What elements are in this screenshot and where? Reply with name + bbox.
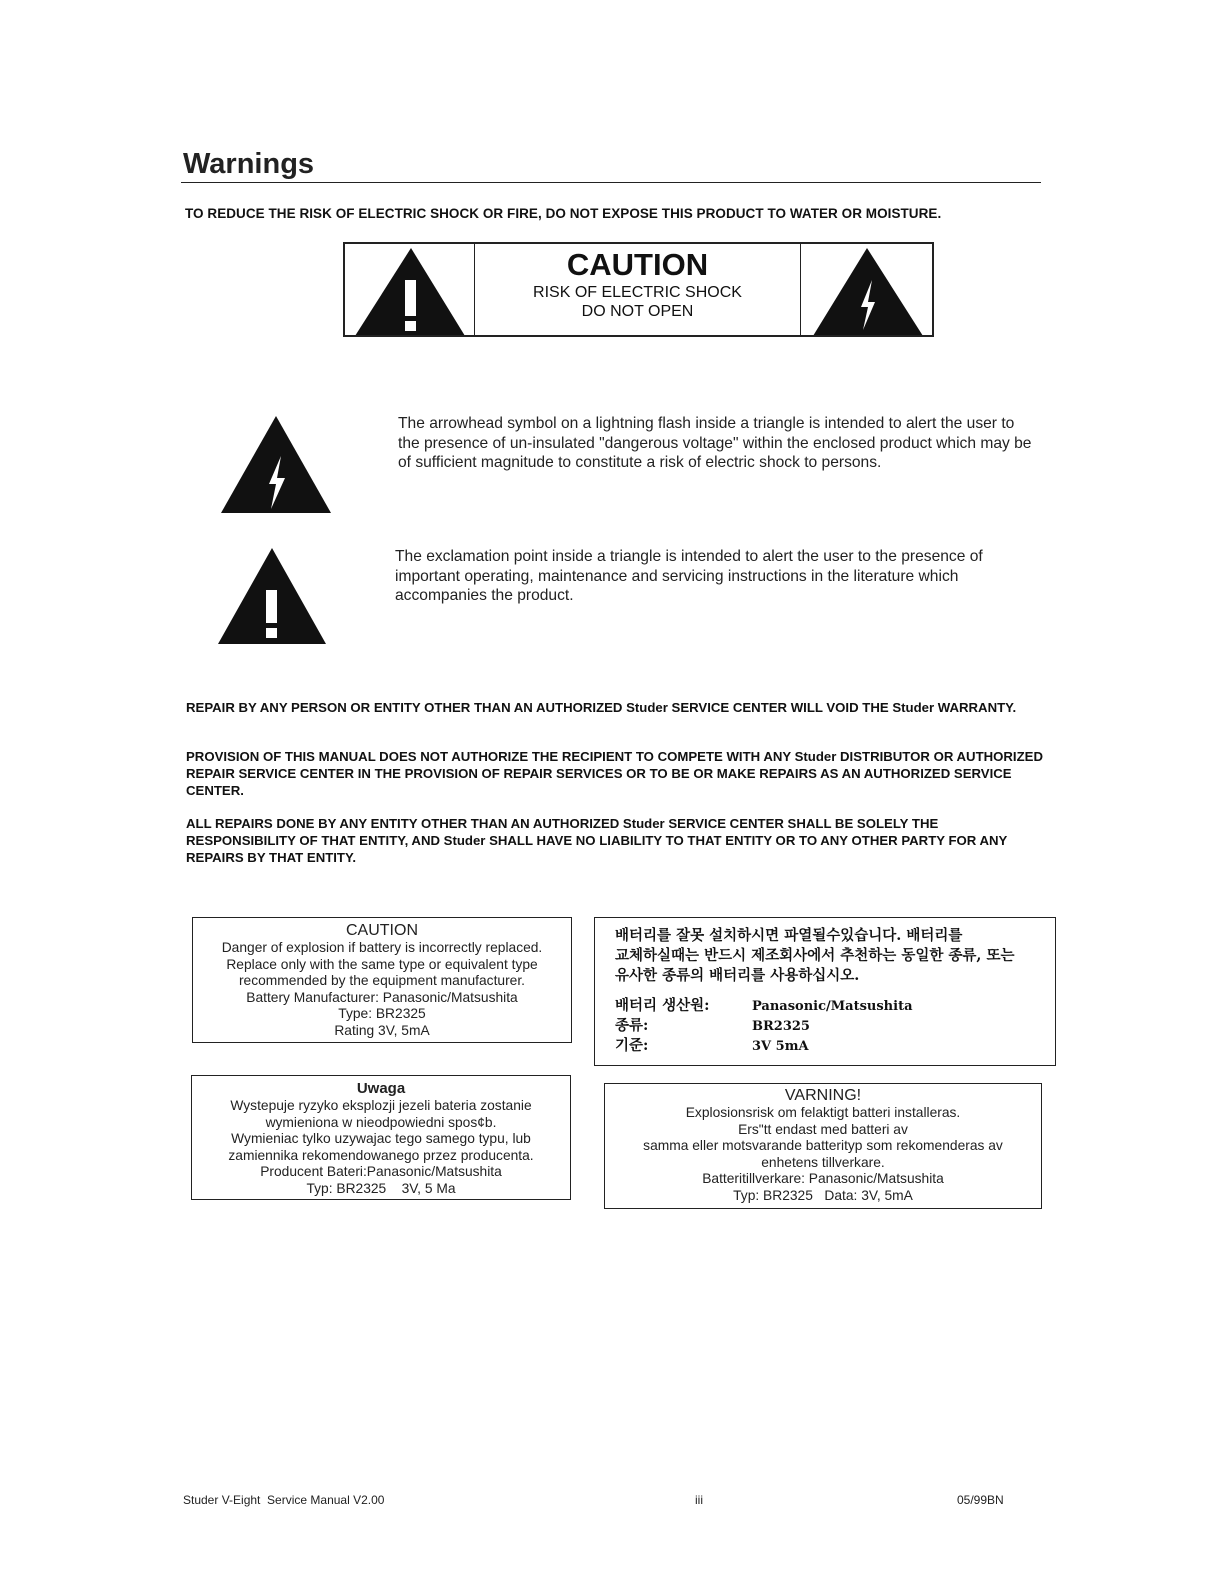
- korean-spec-row: [615, 1016, 1055, 1036]
- battery-uwaga-box: [191, 1075, 571, 1200]
- lightning-triangle-icon: [801, 244, 929, 335]
- exclamation-symbol-explanation: The exclamation point inside a triangle is intended to alert the user to the presence of important operating, maintenance and servicing instructions in the literature which accompanies the product.: [395, 548, 983, 604]
- battery-caution-line: Rating 3V, 5mA: [334, 1022, 430, 1038]
- footer-date-code: 05/99BN: [957, 1493, 1004, 1507]
- caution-heading: CAUTION: [566, 247, 709, 282]
- varning-line: enhetens tillverkare.: [761, 1154, 885, 1170]
- korean-spec-key: 종류:: [615, 1017, 649, 1034]
- battery-caution-line: Type: BR2325: [338, 1006, 426, 1022]
- repair-liability-notice: ALL REPAIRS DONE BY ANY ENTITY OTHER THAN AN AUTHORIZED Studer SERVICE CENTER SHALL BE SOLELY THE RESPONSIBILITY OF THAT ENTITY, AND Studer SHALL HAVE NO LIABILITY TO THAT ENTITY OR TO ANY OTHER PARTY FOR ANY REPAIRS BY THAT ENTITY.: [186, 816, 1008, 865]
- uwaga-line: Producent Bateri:Panasonic/Matsushita: [260, 1164, 502, 1180]
- korean-spec-row: [615, 996, 1055, 1016]
- uwaga-line: zamiennika rekomendowanego przez producenta.: [228, 1147, 534, 1163]
- korean-spec-value: BR2325: [752, 1019, 810, 1034]
- varning-line: Typ: BR2325 Data: 3V, 5mA: [733, 1187, 913, 1203]
- caution-label-left-cell: [345, 244, 475, 335]
- korean-spec-value: 3V 5mA: [752, 1039, 809, 1054]
- korean-caution-line: 유사한 종류의 배터리를 사용하십시오.: [615, 967, 860, 984]
- page-number: iii: [695, 1493, 703, 1507]
- risk-warning-line: TO REDUCE THE RISK OF ELECTRIC SHOCK OR FIRE, DO NOT EXPOSE THIS PRODUCT TO WATER OR MOISTURE.: [185, 206, 942, 221]
- exclamation-triangle-icon: [216, 546, 328, 645]
- battery-caution-korean-box: [594, 917, 1056, 1066]
- title-divider: [181, 182, 1041, 183]
- uwaga-line: Wymieniac tylko uzywajac tego samego typu, lub: [231, 1131, 531, 1147]
- korean-caution-line: 교체하실때는 반드시 제조회사에서 추천하는 동일한 종류, 또는: [615, 947, 1015, 964]
- korean-spec-key: 배터리 생산원:: [615, 997, 710, 1014]
- uwaga-line: wymieniona w nieodpowiedni spos¢b.: [265, 1114, 497, 1130]
- caution-risk-text: RISK OF ELECTRIC SHOCK: [533, 284, 742, 301]
- exclamation-triangle-icon: [345, 244, 471, 335]
- uwaga-line: Wystepuje ryzyko eksplozji jezeli bateria zostanie: [230, 1098, 532, 1113]
- caution-label: [343, 242, 934, 337]
- battery-varning-box: [604, 1083, 1042, 1209]
- battery-caution-line: Battery Manufacturer: Panasonic/Matsushita: [246, 989, 518, 1005]
- battery-caution-heading: CAUTION: [346, 922, 418, 939]
- varning-line: Ers"tt endast med batteri av: [738, 1121, 908, 1137]
- korean-spec-key: 기준:: [615, 1037, 649, 1054]
- battery-caution-line: recommended by the equipment manufacturer.: [238, 973, 526, 989]
- caution-label-text: [475, 244, 800, 335]
- lightning-symbol-explanation: The arrowhead symbol on a lightning flash inside a triangle is intended to alert the user to the presence of un-insulated "dangerous voltage" within the enclosed product which may be of sufficient magnitude to constitute a risk of electric shock to persons.: [398, 415, 1032, 471]
- footer-manual-title: Studer V-Eight Service Manual V2.00: [183, 1493, 385, 1507]
- caution-label-right-cell: [800, 244, 932, 335]
- korean-spec-table: [615, 996, 1055, 1056]
- lightning-triangle-icon: [219, 414, 333, 514]
- varning-heading: VARNING!: [784, 1087, 862, 1104]
- warranty-void-notice: REPAIR BY ANY PERSON OR ENTITY OTHER THAN AN AUTHORIZED Studer SERVICE CENTER WILL VOID THE Studer WARRANTY.: [186, 700, 1017, 715]
- caution-do-not-open-text: DO NOT OPEN: [581, 303, 694, 320]
- uwaga-heading: Uwaga: [356, 1080, 406, 1097]
- battery-caution-line: Replace only with the same type or equivalent type: [226, 956, 538, 972]
- page-title: Warnings: [183, 148, 315, 180]
- varning-line: samma eller motsvarande batterityp som rekomenderas av: [643, 1138, 1003, 1154]
- uwaga-line: Typ: BR2325 3V, 5 Ma: [306, 1180, 456, 1196]
- varning-line: Explosionsrisk om felaktigt batteri installeras.: [685, 1105, 961, 1120]
- korean-spec-row: [615, 1036, 1055, 1056]
- battery-caution-box: [192, 917, 572, 1043]
- battery-caution-line: Danger of explosion if battery is incorrectly replaced.: [221, 940, 543, 955]
- manual-provision-notice: PROVISION OF THIS MANUAL DOES NOT AUTHORIZE THE RECIPIENT TO COMPETE WITH ANY Studer DISTRIBUTOR OR AUTHORIZED REPAIR SERVICE CENTER IN THE PROVISION OF REPAIR SERVICES OR TO BE OR MAKE REPAIRS AS AN AUTHORIZED SERVICE CENTER.: [186, 749, 1043, 798]
- varning-line: Batteritillverkare: Panasonic/Matsushita: [702, 1171, 944, 1187]
- korean-caution-line: 배터리를 잘못 설치하시면 파열될수있습니다. 배터리를: [615, 927, 963, 944]
- korean-spec-value: Panasonic/Matsushita: [752, 999, 913, 1014]
